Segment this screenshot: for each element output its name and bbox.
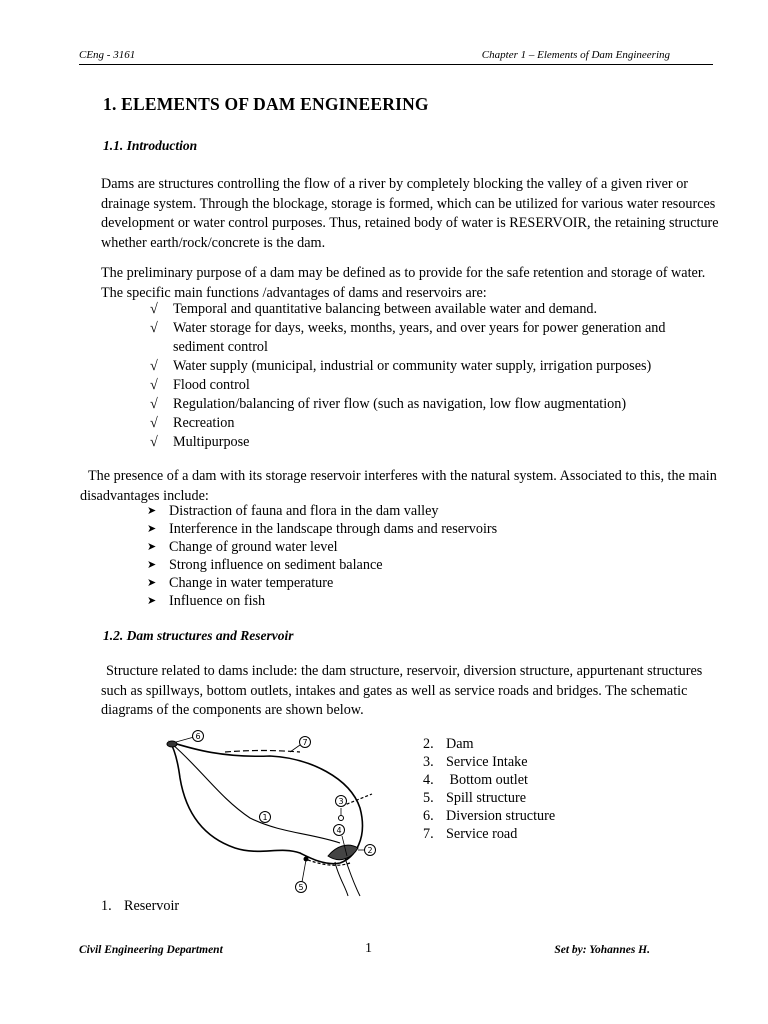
disadvantages-list (147, 502, 707, 610)
check-icon: √ (150, 414, 158, 431)
check-icon: √ (150, 433, 158, 450)
list-item: ➤ Influence on fish (147, 593, 266, 609)
diversion-structure-mark (167, 741, 177, 747)
arrow-bullet-icon: ➤ (147, 505, 157, 517)
list-item: √ Water supply (municipal, industrial or community water supply, irrigation purposes) (150, 357, 652, 374)
list-item: 2. Dam (423, 736, 474, 752)
list-item: √ Regulation/balancing of river flow (such as navigation, low flow augmentation) (150, 395, 627, 412)
diagram-label-4 (334, 825, 345, 836)
disadvantages-intro: The presence of a dam with its storage reservoir interferes with the natural system. Associated to this, the main disadvantages include: (80, 468, 717, 504)
diagram-label-2 (365, 845, 376, 856)
list-item: √ Recreation (150, 414, 235, 431)
list-item: √ Flood control (150, 376, 250, 393)
reservoir-outline (170, 742, 362, 864)
intake-point (339, 816, 344, 821)
list-item: 6. Diversion structure (423, 808, 556, 824)
list-item: ➤ Strong influence on sediment balance (147, 557, 383, 573)
footer-department: Civil Engineering Department (79, 944, 223, 956)
svg-text:1: 1 (262, 813, 268, 822)
svg-text:3: 3 (338, 797, 344, 806)
list-item: √ Multipurpose (150, 433, 250, 450)
service-road-line (225, 751, 300, 753)
arrow-bullet-icon: ➤ (147, 541, 157, 553)
check-icon: √ (150, 357, 158, 374)
diagram-label-1 (260, 812, 271, 823)
check-icon: √ (150, 320, 158, 336)
list-item: 3. Service Intake (423, 754, 528, 770)
arrow-bullet-icon: ➤ (147, 595, 157, 607)
dam-schematic-diagram (150, 728, 380, 898)
page-number: 1 (365, 941, 372, 956)
diagram-label-5 (296, 882, 307, 893)
diagram-label-3 (336, 796, 347, 807)
header-chapter: Chapter 1 – Elements of Dam Engineering (481, 49, 670, 61)
header-course: CEng - 3161 (79, 49, 136, 61)
page-title: 1. ELEMENTS OF DAM ENGINEERING (103, 94, 429, 114)
arrow-bullet-icon: ➤ (147, 523, 157, 535)
svg-text:6: 6 (195, 732, 201, 741)
section2-paragraph: Structure related to dams include: the dam structure, reservoir, diversion structure, appurtenant structures such as spillways, bottom outlets, intakes and gates as well as service roads and bridges. The schematic diagrams of the components are shown below. (101, 663, 703, 719)
check-icon: √ (150, 395, 158, 412)
list-item: ➤ Change of ground water level (147, 539, 338, 555)
list-item: √ Water storage for days, weeks, months, years, and over years for power generation and sediment control (150, 320, 666, 355)
list-item: 7. Service road (423, 826, 518, 842)
introduction-heading: 1.1. Introduction (103, 138, 198, 153)
svg-text:2: 2 (367, 846, 373, 855)
functions-list (150, 300, 710, 452)
arrow-bullet-icon: ➤ (147, 559, 157, 571)
svg-text:5: 5 (298, 883, 304, 892)
list-item: ➤ Interference in the landscape through dams and reservoirs (147, 521, 498, 537)
river-line (172, 744, 340, 843)
component-list (423, 735, 555, 843)
diagram-label-7 (300, 737, 311, 748)
check-icon: √ (150, 376, 158, 393)
spill-point (304, 857, 309, 862)
list-item: 4. Bottom outlet (423, 772, 528, 788)
section-heading-dam-structures: 1.2. Dam structures and Reservoir (103, 628, 294, 643)
list-item: ➤ Distraction of fauna and flora in the dam valley (147, 503, 439, 519)
reservoir-caption: 1. Reservoir (101, 898, 180, 914)
dam-shape (328, 845, 358, 860)
arrow-bullet-icon: ➤ (147, 577, 157, 589)
intro-paragraph-2: The preliminary purpose of a dam may be defined as to provide for the safe retention and storage of water. The specific main functions /advantages of dams and reservoirs are: (101, 265, 706, 301)
header-divider (79, 64, 713, 65)
check-icon: √ (150, 301, 158, 317)
list-item: ➤ Change in water temperature (147, 575, 334, 591)
footer-author: Set by: Yohannes H. (554, 944, 650, 956)
svg-text:7: 7 (302, 738, 308, 747)
intro-paragraph-1: Dams are structures controlling the flow of a river by completely blocking the valley of a given river or drainage system. Through the blockage, storage is formed, which can be utilized for various water resources development or water control purposes. Thus, retained body of water is RESERVOIR, the retaining structure whether earth/rock/concrete is the dam. (101, 176, 719, 252)
svg-text:4: 4 (336, 826, 342, 835)
list-item: √ Temporal and quantitative balancing between available water and demand. (150, 301, 598, 317)
list-item: 5. Spill structure (423, 790, 526, 806)
diagram-label-6 (193, 731, 204, 742)
